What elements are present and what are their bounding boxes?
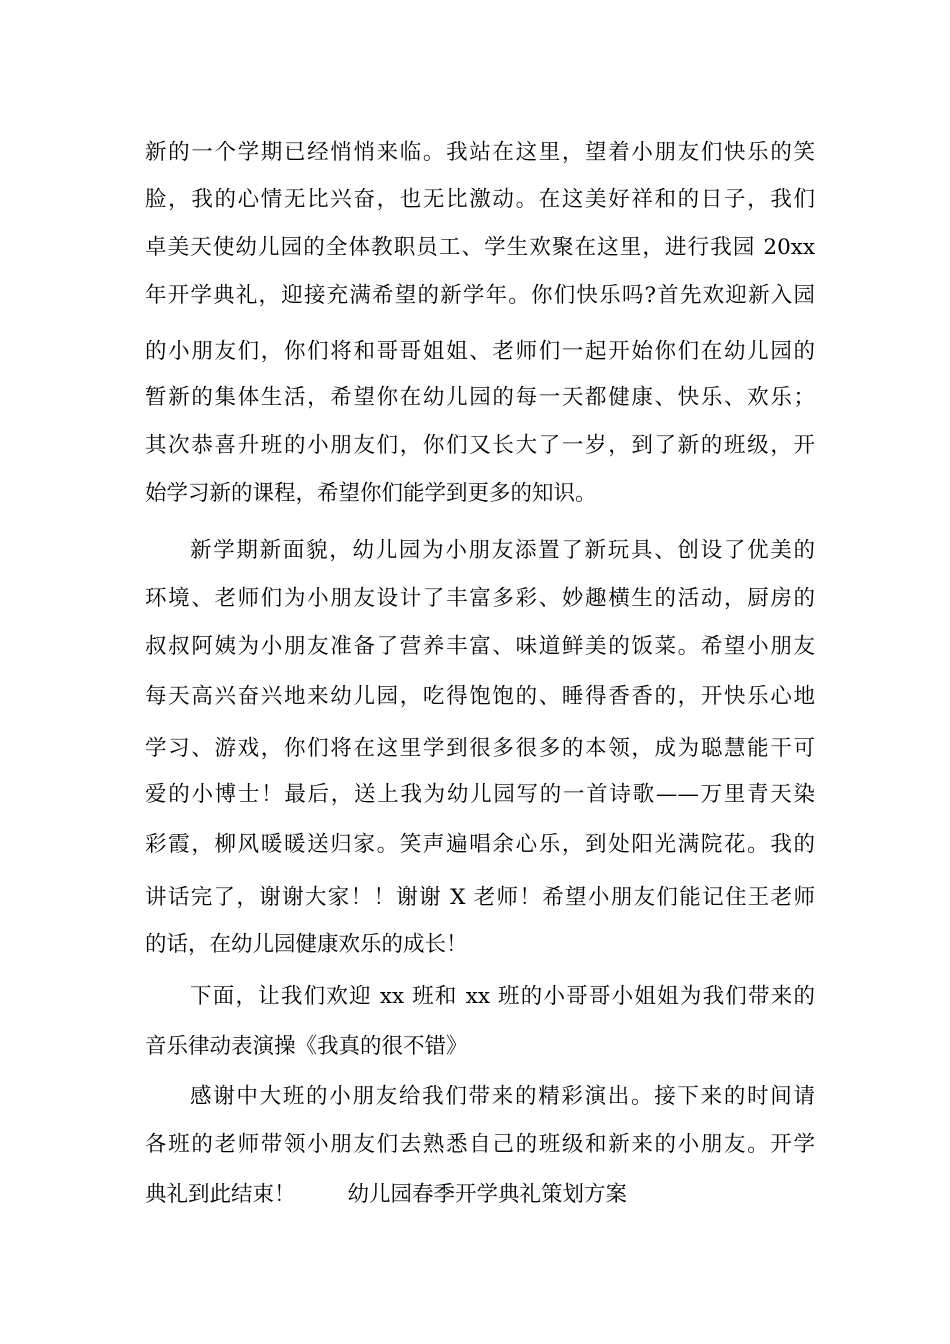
- paragraph-4-line-2: 各班的老师带领小朋友们去熟悉自己的班级和新来的小朋友。开学: [145, 1132, 815, 1157]
- paragraph-2-line-5: 学习、游戏，你们将在这里学到很多很多的本领，成为聪慧能干可: [145, 736, 815, 761]
- paragraph-2-line-3: 叔叔阿姨为小朋友准备了营养丰富、味道鲜美的饭菜。希望小朋友: [145, 634, 815, 659]
- paragraph-4-line-1: 感谢中大班的小朋友给我们带来的精彩演出。接下来的时间请: [190, 1084, 815, 1109]
- paragraph-1-line-6: 暂新的集体生活，希望你在幼儿园的每一天都健康、快乐、欢乐；: [145, 385, 815, 410]
- paragraph-2-line-8: 讲话完了，谢谢大家！！谢谢 X 老师！希望小朋友们能记住王老师: [145, 885, 815, 910]
- paragraph-2-line-9: 的话，在幼儿园健康欢乐的成长！: [145, 932, 468, 957]
- paragraph-2-line-2: 环境、老师们为小朋友设计了丰富多彩、妙趣横生的活动，厨房的: [145, 586, 815, 611]
- paragraph-1-line-3: 卓美天使幼儿园的全体教职员工、学生欢聚在这里，进行我园 20xx: [145, 235, 815, 260]
- paragraph-4-closing-text: 典礼到此结束！: [145, 1182, 296, 1207]
- paragraph-1-line-4: 年开学典礼，迎接充满希望的新学年。你们快乐吗?首先欢迎新入园: [145, 283, 815, 308]
- paragraph-1-line-7: 其次恭喜升班的小朋友们，你们又长大了一岁，到了新的班级，开: [145, 433, 815, 458]
- paragraph-2-line-4: 每天高兴奋兴地来幼儿园，吃得饱饱的、睡得香香的，开快乐心地: [145, 684, 815, 709]
- paragraph-4-line-3: [145, 1180, 815, 1210]
- paragraph-1-line-2: 脸，我的心情无比兴奋，也无比激动。在这美好祥和的日子，我们: [145, 187, 815, 212]
- paragraph-2-line-7: 彩霞，柳风暖暖送归家。笑声遍唱余心乐，到处阳光满院花。我的: [145, 832, 815, 857]
- paragraph-1-line-1: 新的一个学期已经悄悄来临。我站在这里，望着小朋友们快乐的笑: [145, 140, 815, 165]
- paragraph-3-line-2: 音乐律动表演操《我真的很不错》: [145, 1034, 468, 1059]
- paragraph-2-line-1: 新学期新面貌，幼儿园为小朋友添置了新玩具、创设了优美的: [190, 538, 815, 563]
- paragraph-1-line-5: 的小朋友们，你们将和哥哥姐姐、老师们一起开始你们在幼儿园的: [145, 339, 815, 364]
- paragraph-2-line-6: 爱的小博士！最后，送上我为幼儿园写的一首诗歌——万里青天染: [145, 782, 815, 807]
- trailing-document-title: 幼儿园春季开学典礼策划方案: [347, 1182, 628, 1207]
- paragraph-1-line-8: 始学习新的课程，希望你们能学到更多的知识。: [145, 481, 597, 506]
- paragraph-3-line-1: 下面，让我们欢迎 xx 班和 xx 班的小哥哥小姐姐为我们带来的: [190, 984, 815, 1009]
